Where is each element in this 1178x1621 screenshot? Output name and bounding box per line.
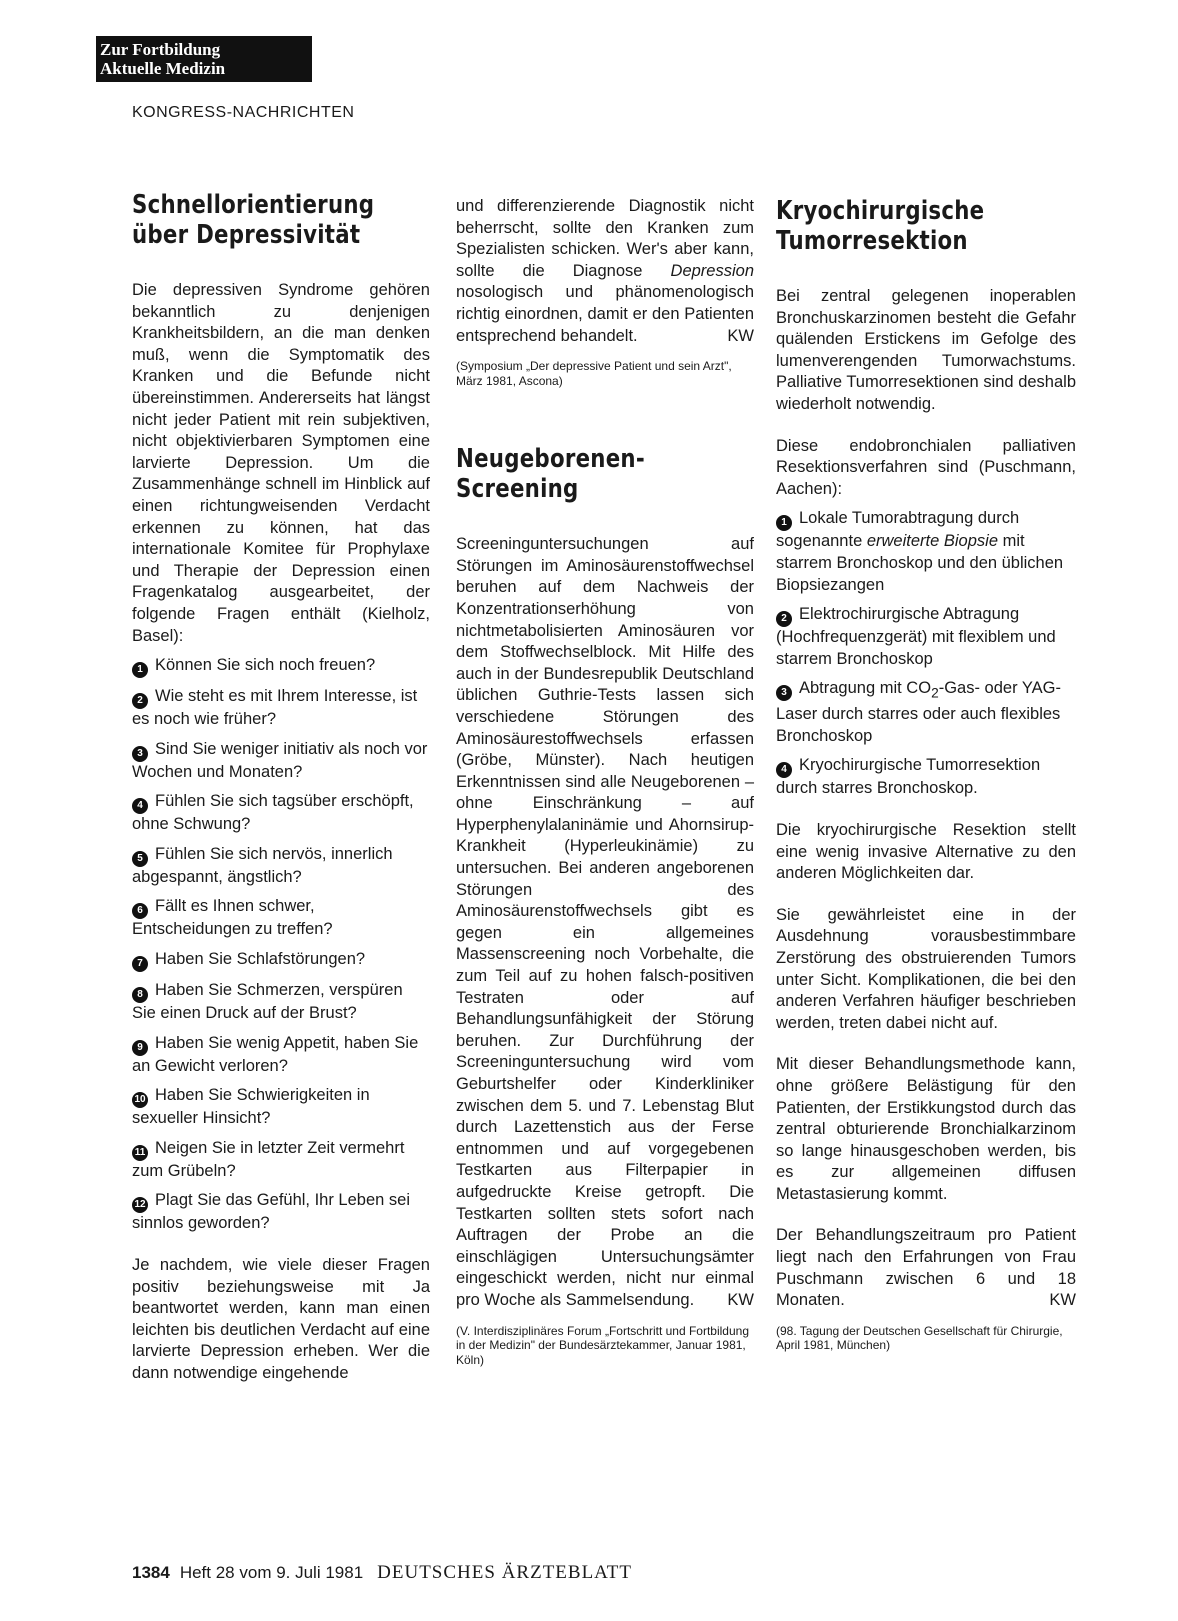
method-item: 2 Elektrochirurgische Abtragung (Hochfrequenzgerät) mit flexiblem und starrem Bronchoskop — [776, 605, 1056, 668]
number-badge-icon: 2 — [132, 693, 148, 709]
method-item: 3 Abtragung mit $CO_2-Gas-$ oder YAG-Laser durch starres oder auch flexibles Bronchoskop — [776, 679, 1061, 745]
question-item: 6 Fällt es Ihnen schwer, Entscheidungen zu treffen? — [132, 897, 333, 939]
article-1-source: (Symposium „Der depressive Patient und sein Arzt", März 1981, Ascona) — [456, 359, 732, 388]
method-item: 4 Kryochirurgische Tumorresektion durch starres Bronchoskop. — [776, 756, 1041, 798]
article-1-closing-b: und differenzierende Diagnostik nicht beherrscht, sollte den Kranken zum Spezialisten schicken. Wer's aber kann, sollte die Diagnose Depression nosologisch und phänomenologisch richtig einordnen, damit er den Patienten entsprechend behandelt. KW — [456, 196, 754, 347]
question-item: 11 Neigen Sie in letzter Zeit vermehrt zum Grübeln? — [132, 1138, 405, 1180]
number-badge-icon: 10 — [132, 1092, 148, 1108]
article-2-author: KW — [727, 1290, 754, 1309]
number-badge-icon: 7 — [132, 956, 148, 972]
question-item: 1 Können Sie sich noch freuen? — [132, 655, 430, 678]
number-badge-icon: 11 — [132, 1145, 148, 1161]
question-item: 7 Haben Sie Schlafstörungen? — [132, 949, 430, 972]
article-3-title: Kryochirurgische Tumorresektion — [776, 196, 985, 256]
question-item: 12 Plagt Sie das Gefühl, Ihr Leben sei sinnlos geworden? — [132, 1191, 410, 1233]
article-1-closing-a: Je nachdem, wie viele dieser Fragen positiv beziehungsweise mit Ja beantwortet werden, kann man einen leichten bis deutlichen Verdacht auf eine larvierte Depression erheben. Wer die dann notwendige eingehende — [132, 1256, 430, 1382]
article-3-author: KW — [1049, 1291, 1076, 1310]
number-badge-icon: 8 — [132, 987, 148, 1003]
article-3-p4: Sie gewährleistet eine in der Ausdehnung vorausbestimmbare Zerstörung des obstruierenden Tumors unter Sicht. Komplikationen, die bei den anderen Verfahren häufiger beschrieben werden, treten dabei nicht auf. — [776, 905, 1076, 1032]
article-2-source: (V. Interdisziplinäres Forum „Fortschritt und Fortbildung in der Medizin" der Bundesärztekammer, Januar 1981, Köln) — [456, 1323, 750, 1367]
question-item: 9 Haben Sie wenig Appetit, haben Sie an Gewicht verloren? — [132, 1033, 419, 1075]
method-item: 1 Lokale Tumorabtragung durch sogenannte erweiterte Biopsie mit starrem Bronchoskop und den üblichen Biopsiezangen — [776, 509, 1064, 594]
column-3 — [776, 190, 1076, 1353]
article-3-p6: Der Behandlungszeitraum pro Patient liegt nach den Erfahrungen von Frau Puschmann zwischen 6 und 18 Monaten. KW — [776, 1225, 1076, 1311]
question-item: 2 Wie steht es mit Ihrem Interesse, ist es noch wie früher? — [132, 687, 418, 729]
number-badge-icon: 1 — [132, 662, 148, 678]
number-badge-icon: 4 — [132, 798, 148, 814]
number-badge-icon: 2 — [776, 611, 792, 627]
number-badge-icon: 4 — [776, 762, 792, 778]
number-badge-icon: 1 — [776, 515, 792, 531]
page-footer — [132, 1562, 632, 1584]
article-2-title: Neugeborenen- Screening — [456, 444, 645, 505]
number-badge-icon: 3 — [132, 746, 148, 762]
article-1-title: Schnellorientierung über Depressivität — [132, 190, 375, 250]
article-1-author: KW — [727, 326, 754, 345]
department-line-1: Zur Fortbildung — [100, 40, 221, 59]
department-header — [96, 36, 312, 82]
page-number: 1384 — [132, 1563, 170, 1582]
section-label: KONGRESS-NACHRICHTEN — [132, 104, 355, 121]
question-item: 4 Fühlen Sie sich tagsüber erschöpft, ohne Schwung? — [132, 792, 414, 834]
question-item: 5 Fühlen Sie sich nervös, innerlich abgespannt, ängstlich? — [132, 844, 393, 886]
article-3-p1: Bei zentral gelegenen inoperablen Bronchuskarzinomen besteht die Gefahr quälenden Erstickens im Gefolge des lumenverengenden Tumorwachstums. Palliative Tumorresektionen sind deshalb wiederholt notwendig. — [776, 287, 1076, 413]
column-1 — [132, 190, 430, 1385]
question-item: 8 Haben Sie Schmerzen, verspüren Sie einen Druck auf der Brust? — [132, 981, 403, 1023]
number-badge-icon: 12 — [132, 1197, 148, 1213]
number-badge-icon: 6 — [132, 903, 148, 919]
question-list — [132, 655, 430, 1235]
question-item: 10 Haben Sie Schwierigkeiten in sexueller Hinsicht? — [132, 1086, 370, 1128]
question-item: 3 Sind Sie weniger initiativ als noch vor Wochen und Monaten? — [132, 739, 428, 781]
article-2-body: Screeninguntersuchungen auf Störungen im Aminosäurenstoffwechsel beruhen auf dem Nachweis der Konzentrationserhöhung von nichtmetabolisierten Aminosäuren vor dem Stoffwechselblock. Mit Hilfe des auch in der Bundesrepublik Deutschland üblichen Guthrie-Tests lassen sich verschiedene Störungen des Aminosäurestoffwechsels erfassen (Gröbe, Münster). Nach heutigen Erkenntnissen sind alle Neugeborenen – ohne Einschränkung – auf Hyperphenylalaninämie und Ahornsirup-Krankheit (Hyperleukinämie) zu untersuchen. Bei anderen angeborenen Störungen des Aminosäurenstoffwechsels gibt es gegen ein allgemeines Massenscreening noch Vorbehalte, die zum Teil auf zu hohen falsch-positiven Testraten oder auf Behandlungsunfähigkeit der Störung beruhen. Zur Durchführung der Screeninguntersuchung wird vom Geburtshelfer oder Kinderkliniker zwischen dem 5. und 7. Lebenstag Blut durch Lazettenstich aus der Ferse entnommen und auf vorgegebenen Testkarten aus Filterpapier in aufgedruckte Kreise getropft. Die Testkarten sollten stets sofort nach Auftragen der Probe an die einschlägigen Untersuchungsämter eingeschickt werden, nicht nur einmal pro Woche als Sammelsendung. KW — [456, 534, 754, 1311]
article-3-p2: Diese endobronchialen palliativen Resektionsverfahren sind (Puschmann, Aachen): — [776, 436, 1076, 498]
magazine-name: DEUTSCHES ÄRZTEBLATT — [377, 1562, 633, 1583]
article-3-p5: Mit dieser Behandlungsmethode kann, ohne größere Belästigung für den Patienten, der Erstikkungstod durch das zentral obturierende Bronchialkarzinom so lange hinausgeschoben werden, bis es zur allgemeinen diffusen Metastasierung kommt. — [776, 1055, 1076, 1203]
number-badge-icon: 3 — [776, 685, 792, 701]
department-line-2: Aktuelle Medizin — [100, 59, 226, 78]
article-3-source: (98. Tagung der Deutschen Gesellschaft für Chirurgie, April 1981, München) — [776, 1323, 1063, 1353]
number-badge-icon: 5 — [132, 851, 148, 867]
article-1-intro: Die depressiven Syndrome gehören bekanntlich zu denjenigen Krankheitsbildern, an die man denken muß, wenn die Symptomatik des Kranken und die Befunde nicht übereinstimmen. Andererseits hat längst nicht jeder Patient mit rein subjektiven, nicht objektivierbaren Symptomen eine larvierte Depression. Um die Zusammenhänge schnell im Hinblick auf einen richtungweisenden Verdacht erkennen zu können, hat das internationale Komitee für Prophylaxe und Therapie der Depression einen Fragenkatalog ausgearbeitet, der folgende Fragen enthält (Kielholz, Basel): — [132, 281, 430, 645]
issue-info: Heft 28 vom 9. Juli 1981 — [179, 1563, 364, 1582]
article-3-p3: Die kryochirurgische Resektion stellt eine wenig invasive Alternative zu den anderen Möglichkeiten dar. — [776, 820, 1076, 883]
number-badge-icon: 9 — [132, 1040, 148, 1056]
column-2 — [456, 196, 754, 1367]
